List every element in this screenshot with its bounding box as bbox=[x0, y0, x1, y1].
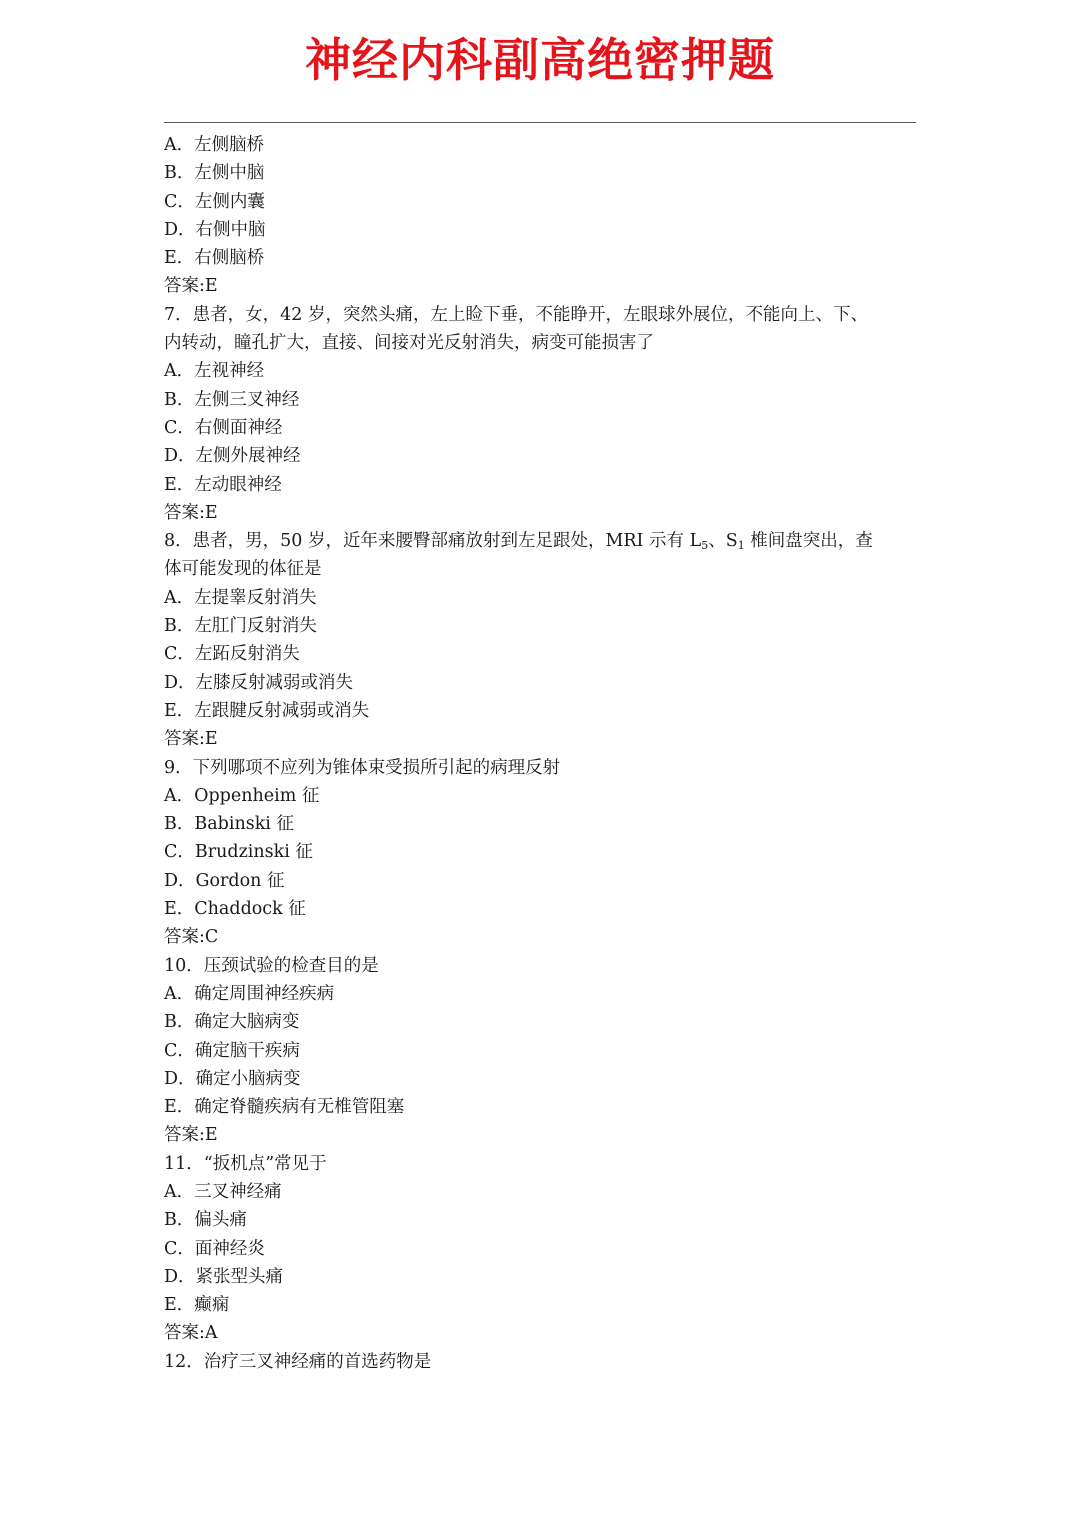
option-line: B．Babinski 征 bbox=[164, 814, 294, 835]
question-9: 9．下列哪项不应列为锥体束受损所引起的病理反射 bbox=[164, 757, 561, 778]
option-line: D．Gordon 征 bbox=[164, 870, 285, 891]
option-line: B．偏头痛 bbox=[164, 1210, 247, 1231]
question-10: 10．压颈试验的检查目的是 bbox=[164, 955, 379, 976]
page-title: 神经内科副高绝密押题 bbox=[305, 33, 775, 87]
option-line: D．确定小脑病变 bbox=[164, 1068, 301, 1089]
option-line: C．右侧面神经 bbox=[164, 417, 283, 438]
option-line: E．确定脊髓疾病有无椎管阻塞 bbox=[164, 1097, 405, 1118]
q8-text-c: 椎间盘突出，查 bbox=[744, 531, 873, 552]
option-line: E．Chaddock 征 bbox=[164, 899, 306, 920]
q8-sub-l5: 5 bbox=[701, 539, 709, 553]
option-line: D．左侧外展神经 bbox=[164, 446, 301, 467]
option-line: B．左侧中脑 bbox=[164, 163, 265, 184]
option-line: D．右侧中脑 bbox=[164, 219, 266, 240]
option-line: D．紧张型头痛 bbox=[164, 1266, 284, 1287]
option-line: D．左膝反射减弱或消失 bbox=[164, 672, 354, 693]
option-line: B．确定大脑病变 bbox=[164, 1012, 300, 1033]
q8-sub-s1: 1 bbox=[737, 539, 745, 553]
answer-line: 答案:E bbox=[164, 1125, 218, 1146]
option-line: E．右侧脑桥 bbox=[164, 248, 265, 269]
question-8-line-2: 体可能发现的体征是 bbox=[164, 559, 322, 580]
option-line: A．Oppenheim 征 bbox=[164, 785, 320, 806]
option-line: C．左跖反射消失 bbox=[164, 644, 300, 665]
question-11: 11．“扳机点”常见于 bbox=[164, 1153, 327, 1174]
option-line: A．左侧脑桥 bbox=[164, 135, 265, 155]
question-12: 12．治疗三叉神经痛的首选药物是 bbox=[164, 1351, 432, 1372]
question-7-line-1: 7．患者，女，42 岁，突然头痛，左上睑下垂，不能睁开，左眼球外展位，不能向上、下、 bbox=[164, 304, 868, 325]
question-content bbox=[164, 131, 916, 1376]
option-line: C．Brudzinski 征 bbox=[164, 842, 313, 863]
question-7-line-2: 内转动，瞳孔扩大，直接、间接对光反射消失，病变可能损害了 bbox=[164, 333, 654, 354]
option-line: A．三叉神经痛 bbox=[164, 1181, 282, 1202]
q8-text-a: 8．患者，男，50 岁，近年来腰臀部痛放射到左足跟处，MRI 示有 L bbox=[164, 531, 702, 552]
q8-text-b: 、S bbox=[708, 531, 738, 552]
option-line: A．左视神经 bbox=[164, 361, 265, 382]
option-line: E．左动眼神经 bbox=[164, 474, 282, 495]
option-line: C．左侧内囊 bbox=[164, 191, 265, 212]
option-line: C．确定脑干疾病 bbox=[164, 1040, 300, 1061]
answer-line: 答案:C bbox=[164, 927, 219, 948]
question-8-line-1 bbox=[164, 527, 916, 555]
header-divider bbox=[164, 122, 916, 123]
option-line: B．左肛门反射消失 bbox=[164, 616, 317, 637]
answer-line: 答案:E bbox=[164, 729, 218, 750]
option-line: A．左提睾反射消失 bbox=[164, 587, 317, 608]
option-line: C．面神经炎 bbox=[164, 1238, 265, 1259]
option-line: E．癫痫 bbox=[164, 1295, 230, 1316]
answer-line: 答案:E bbox=[164, 276, 218, 297]
option-line: B．左侧三叉神经 bbox=[164, 389, 300, 410]
option-line: E．左跟腱反射减弱或消失 bbox=[164, 700, 370, 721]
option-line: A．确定周围神经疾病 bbox=[164, 983, 335, 1004]
answer-line: 答案:E bbox=[164, 502, 218, 523]
answer-line: 答案:A bbox=[164, 1323, 218, 1344]
